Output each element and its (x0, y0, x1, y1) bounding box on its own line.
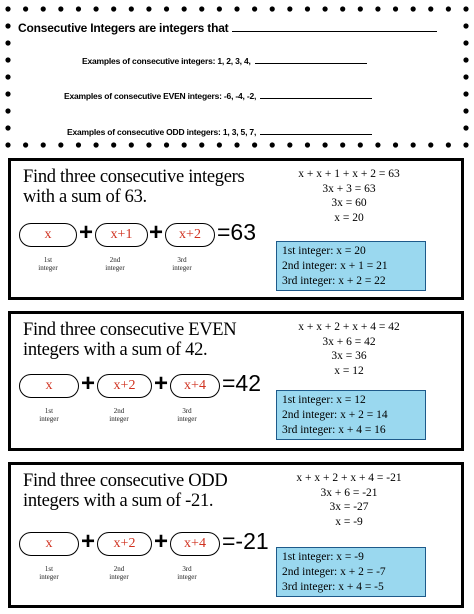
border-dot (287, 6, 292, 11)
solution-work (269, 471, 429, 529)
border-dot (463, 91, 468, 96)
position-label: 1st integer (39, 407, 59, 423)
plus-sign: + (81, 528, 96, 555)
plus-sign: + (154, 370, 169, 397)
border-dot (182, 142, 187, 147)
solution-work (269, 167, 429, 225)
border-dot (76, 142, 81, 147)
definition-blank[interactable] (232, 20, 437, 32)
border-dot (234, 6, 239, 11)
example-label: Examples of consecutive EVEN integers: (64, 91, 222, 101)
border-dot (358, 6, 363, 11)
example-label: Examples of consecutive ODD integers: (67, 127, 221, 137)
example-row-consecutive (82, 55, 367, 66)
border-dot (463, 125, 468, 130)
border-dot (58, 142, 63, 147)
problem-prompt: Find three consecutive integers with a sum of 63. (23, 167, 245, 207)
answer-line: 3rd integer: x + 2 = 22 (282, 275, 386, 287)
border-dot (5, 142, 10, 147)
answer-line: 2nd integer: x + 2 = 14 (282, 409, 388, 421)
definition-title: Consecutive Integers are integers that (18, 21, 229, 35)
example-values: 1, 3, 5, 7, (222, 127, 257, 137)
work-line: x = -9 (335, 515, 363, 528)
border-dot (428, 6, 433, 11)
answer-line: 1st integer: x = -9 (282, 551, 364, 563)
border-dot (217, 142, 222, 147)
answer-box (276, 547, 426, 597)
border-dot (41, 6, 46, 11)
work-line: x + x + 2 + x + 4 = 42 (298, 321, 400, 333)
example-row-even (64, 90, 372, 101)
example-values: -6, -4, -2, (223, 91, 257, 101)
position-label: 3rd integer (177, 407, 197, 423)
border-dot (23, 6, 28, 11)
term-pill: x+2 (97, 532, 152, 556)
border-dot (164, 6, 169, 11)
border-dot (111, 142, 116, 147)
sum-total: =42 (222, 370, 262, 396)
work-line: 3x + 6 = -21 (320, 486, 378, 499)
border-dot (5, 57, 10, 62)
border-dot (5, 74, 10, 79)
position-label: 2nd integer (109, 407, 129, 423)
example-row-odd (67, 126, 372, 137)
border-dot (93, 6, 98, 11)
work-line: x + x + 1 + x + 2 = 63 (298, 168, 400, 180)
border-dot (463, 74, 468, 79)
answer-line: 1st integer: x = 12 (282, 394, 366, 406)
answer-line: 2nd integer: x + 1 = 21 (282, 260, 388, 272)
term-pill: x+2 (165, 223, 215, 247)
border-dot (411, 142, 416, 147)
border-dot (5, 108, 10, 113)
border-dot (428, 142, 433, 147)
border-dot (199, 142, 204, 147)
solution-work (269, 320, 429, 378)
term-pill: x+4 (170, 532, 220, 556)
position-label: 2nd integer (109, 565, 129, 581)
term-pill: x (19, 532, 79, 556)
answer-line: 1st integer: x = 20 (282, 245, 366, 257)
border-dot (76, 6, 81, 11)
border-dot (5, 91, 10, 96)
border-dot (340, 6, 345, 11)
border-dot (41, 142, 46, 147)
example-values: 1, 2, 3, 4, (217, 56, 251, 66)
problem-box-3 (8, 462, 464, 608)
border-dot (287, 142, 292, 147)
term-pill: x+2 (97, 374, 152, 398)
answer-box (276, 241, 426, 291)
border-dot (463, 57, 468, 62)
border-dot (129, 142, 134, 147)
border-dot (5, 125, 10, 130)
border-dot (463, 142, 468, 147)
border-dot (375, 6, 380, 11)
position-label: 2nd integer (105, 256, 125, 272)
problem-box-1 (8, 158, 464, 300)
border-dot (340, 142, 345, 147)
position-label: 3rd integer (172, 256, 192, 272)
plus-sign: + (81, 370, 96, 397)
work-line: x + x + 2 + x + 4 = -21 (296, 472, 402, 484)
example-blanks[interactable] (255, 55, 367, 64)
border-dot (252, 142, 257, 147)
border-dot (5, 6, 10, 11)
example-blanks[interactable] (260, 90, 372, 99)
answer-line: 3rd integer: x + 4 = -5 (282, 581, 384, 593)
border-dot (5, 40, 10, 45)
border-dot (5, 23, 10, 28)
answer-line: 2nd integer: x + 2 = -7 (282, 566, 386, 578)
term-pill: x+4 (170, 374, 220, 398)
term-pill: x (19, 223, 77, 247)
border-dot (463, 40, 468, 45)
example-blanks[interactable] (260, 126, 372, 135)
work-line: 3x + 6 = 42 (322, 335, 376, 348)
definition-line (18, 20, 458, 35)
problem-prompt: Find three consecutive EVEN integers with a sum of 42. (23, 320, 237, 360)
sum-total: =63 (217, 219, 257, 245)
border-dot (23, 142, 28, 147)
position-label: 1st integer (38, 256, 58, 272)
border-dot (375, 142, 380, 147)
answer-line: 3rd integer: x + 4 = 16 (282, 424, 386, 436)
plus-sign: + (79, 219, 94, 246)
border-dot (146, 6, 151, 11)
position-label: 3rd integer (177, 565, 197, 581)
border-dot (252, 6, 257, 11)
work-line: x = 12 (334, 364, 364, 377)
border-dot (305, 6, 310, 11)
border-dot (164, 142, 169, 147)
border-dot (446, 142, 451, 147)
work-line: 3x + 3 = 63 (322, 182, 376, 195)
border-dot (305, 142, 310, 147)
border-dot (270, 6, 275, 11)
border-dot (393, 6, 398, 11)
problem-prompt: Find three consecutive ODD integers with a sum of -21. (23, 471, 228, 511)
border-dot (411, 6, 416, 11)
problem-box-2 (8, 311, 464, 451)
border-dot (129, 6, 134, 11)
work-line: 3x = -27 (329, 501, 369, 513)
border-dot (217, 6, 222, 11)
work-line: 3x = 36 (331, 350, 367, 362)
border-dot (393, 142, 398, 147)
border-dot (463, 23, 468, 28)
border-dot (111, 6, 116, 11)
border-dot (199, 6, 204, 11)
border-dot (234, 142, 239, 147)
border-dot (58, 6, 63, 11)
border-dot (270, 142, 275, 147)
border-dot (358, 142, 363, 147)
border-dot (322, 6, 327, 11)
border-dot (182, 6, 187, 11)
work-line: x = 20 (334, 211, 364, 224)
position-label: 1st integer (39, 565, 59, 581)
border-dot (463, 108, 468, 113)
border-dot (93, 142, 98, 147)
term-pill: x+1 (95, 223, 148, 247)
sum-total: =-21 (222, 528, 269, 554)
border-dot (446, 6, 451, 11)
term-pill: x (19, 374, 79, 398)
plus-sign: + (149, 219, 164, 246)
example-label: Examples of consecutive integers: (82, 56, 216, 66)
border-dot (322, 142, 327, 147)
border-dot (463, 6, 468, 11)
plus-sign: + (154, 528, 169, 555)
answer-box (276, 390, 426, 440)
border-dot (146, 142, 151, 147)
work-line: 3x = 60 (331, 197, 367, 209)
